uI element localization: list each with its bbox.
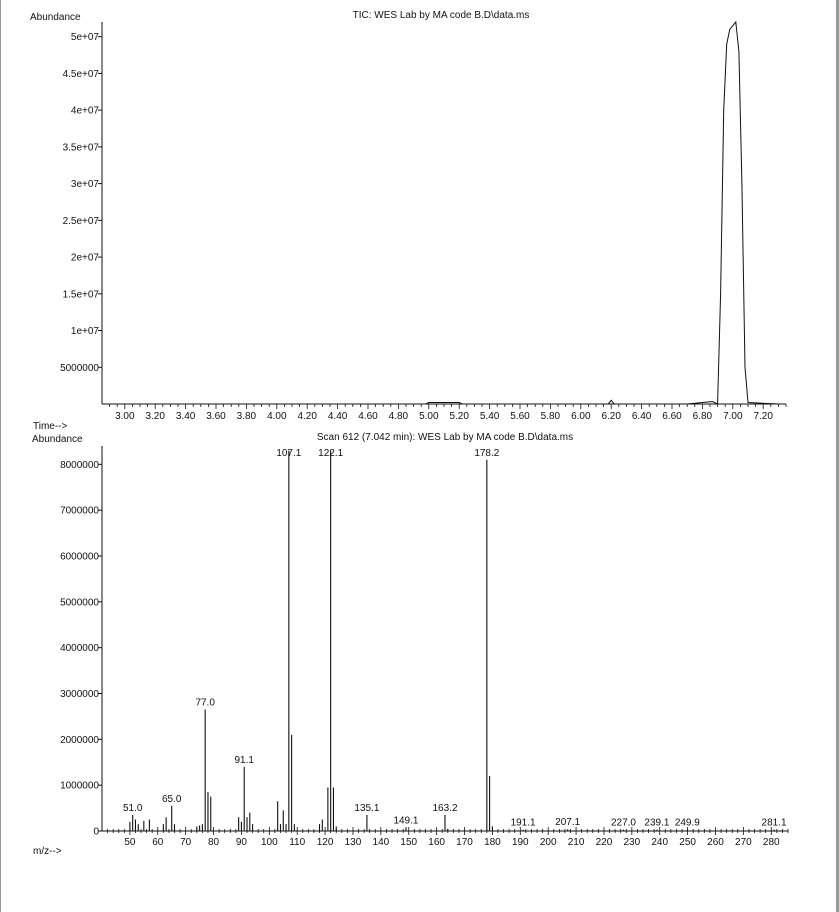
tic-x-tick-label: 5.20: [449, 411, 469, 422]
ms-peak-label: 281.1: [761, 817, 787, 829]
ms-x-tick-label: 100: [260, 837, 278, 848]
tic-y-tick-label: 4.5e+07: [62, 68, 99, 80]
tic-x-tick-label: 3.20: [145, 411, 165, 422]
ms-x-tick-label: 170: [456, 837, 473, 848]
tic-x-tick-label: 5.60: [510, 411, 530, 422]
ms-peak-label: 149.1: [393, 815, 419, 827]
tic-x-tick-label: 3.40: [175, 411, 196, 422]
ms-x-tick-label: 260: [707, 837, 724, 848]
tic-x-tick-label: 6.60: [662, 411, 682, 422]
ms-x-tick-label: 220: [595, 837, 613, 848]
ms-x-tick-label: 70: [180, 837, 192, 848]
ms-x-tick-label: 180: [484, 837, 501, 848]
tic-x-tick-label: 3.00: [115, 411, 135, 422]
ms-y-label: Abundance: [32, 434, 83, 445]
tic-x-tick-label: 3.80: [236, 411, 257, 422]
ms-x-tick-label: 90: [235, 837, 247, 848]
ms-x-tick-label: 280: [762, 837, 780, 848]
ms-title: Scan 612 (7.042 min): WES Lab by MA code B.D\data.ms: [316, 432, 574, 443]
tic-x-tick-label: 4.80: [388, 411, 409, 422]
tic-x-tick-label: 6.20: [601, 411, 621, 422]
tic-x-tick-label: 4.60: [358, 411, 378, 422]
ms-x-tick-label: 270: [735, 837, 752, 848]
tic-x-label: Time-->: [33, 421, 68, 432]
ms-peak-label: 191.1: [510, 817, 536, 829]
ms-x-tick-label: 50: [124, 837, 136, 848]
tic-x-tick-label: 4.40: [327, 411, 348, 422]
ms-x-tick-label: 80: [207, 837, 220, 848]
ms-y-tick-label: 8000000: [60, 459, 99, 471]
mass-spectrum-chart: [32, 432, 788, 857]
tic-y-tick-label: 3.5e+07: [62, 142, 99, 154]
ms-peak-label: 207.1: [555, 817, 581, 829]
tic-x-tick-label: 5.80: [540, 411, 561, 422]
ms-x-tick-label: 120: [316, 837, 334, 848]
tic-x-tick-label: 5.00: [419, 411, 439, 422]
ms-peak-label: 239.1: [644, 817, 670, 829]
ms-y-tick-label: 2000000: [60, 734, 99, 746]
tic-y-tick-label: 3e+07: [70, 179, 99, 191]
ms-y-tick-label: 0: [93, 826, 99, 838]
ms-x-tick-label: 240: [651, 837, 669, 848]
ms-peaks: [130, 451, 774, 831]
ms-y-tick-label: 7000000: [60, 505, 99, 517]
ms-x-tick-label: 210: [567, 837, 585, 848]
ms-peak-label: 135.1: [354, 802, 380, 814]
ms-y-tick-label: 6000000: [60, 551, 99, 563]
ms-peak-labels: [123, 448, 787, 829]
ms-peak-label: 77.0: [195, 697, 215, 709]
tic-x-tick-label: 3.60: [206, 411, 226, 422]
tic-y-tick-label: 1e+07: [70, 326, 99, 338]
tic-title: TIC: WES Lab by MA code B.D\data.ms: [352, 10, 530, 21]
ms-x-tick-label: 60: [152, 837, 164, 848]
tic-x-tick-label: 7.00: [723, 411, 743, 422]
ms-x-tick-label: 130: [344, 837, 362, 848]
ms-y-ticks: [60, 460, 102, 838]
tic-x-tick-label: 7.20: [753, 411, 773, 422]
tic-x-tick-label: 4.20: [297, 411, 317, 422]
ms-y-tick-label: 3000000: [60, 689, 99, 700]
tic-y-tick-label: 2.5e+07: [62, 215, 99, 227]
ms-peak-label: 91.1: [234, 754, 254, 766]
ms-peak-label: 51.0: [122, 802, 143, 814]
tic-y-tick-label: 5e+07: [70, 32, 99, 44]
tic-y-tick-label: 2e+07: [70, 252, 99, 264]
ms-y-tick-label: 4000000: [60, 643, 99, 655]
tic-y-ticks: [60, 32, 102, 374]
ms-x-tick-label: 110: [289, 837, 306, 848]
tic-x-tick-label: 4.00: [267, 411, 287, 422]
ms-peak-label: 122.1: [318, 448, 344, 459]
tic-y-tick-label: 1.5e+07: [62, 289, 99, 301]
ms-x-tick-label: 150: [400, 837, 418, 848]
ms-y-tick-label: 1000000: [60, 780, 99, 792]
ms-peak-label: 107.1: [276, 448, 302, 459]
tic-x-tick-label: 6.80: [692, 411, 713, 422]
tic-x-ticks: [110, 404, 786, 422]
ms-y-tick-label: 5000000: [60, 597, 99, 609]
ms-peak-label: 65.0: [161, 793, 182, 805]
tic-chart: [30, 10, 786, 432]
tic-y-tick-label: 4e+07: [70, 105, 99, 117]
ms-peak-label: 163.2: [432, 802, 458, 814]
tic-series-line: [102, 22, 786, 404]
ms-peak-label: 178.2: [474, 448, 500, 459]
ms-x-tick-label: 250: [679, 837, 696, 848]
ms-x-label: m/z-->: [33, 846, 62, 857]
ms-peak-label: 249.9: [674, 817, 700, 829]
ms-x-tick-label: 200: [539, 837, 557, 848]
ms-x-tick-label: 190: [511, 837, 529, 848]
ms-peak-label: 227.0: [610, 817, 636, 829]
ms-x-tick-label: 230: [623, 837, 641, 848]
tic-x-tick-label: 6.00: [571, 411, 591, 422]
tic-y-tick-label: 5000000: [60, 362, 99, 374]
page-border-left: [0, 0, 1, 912]
ms-x-tick-label: 160: [428, 837, 445, 848]
tic-y-label: Abundance: [30, 12, 81, 23]
tic-x-tick-label: 5.40: [479, 411, 500, 422]
tic-x-tick-label: 6.40: [631, 411, 652, 422]
ms-x-tick-label: 140: [372, 837, 390, 848]
